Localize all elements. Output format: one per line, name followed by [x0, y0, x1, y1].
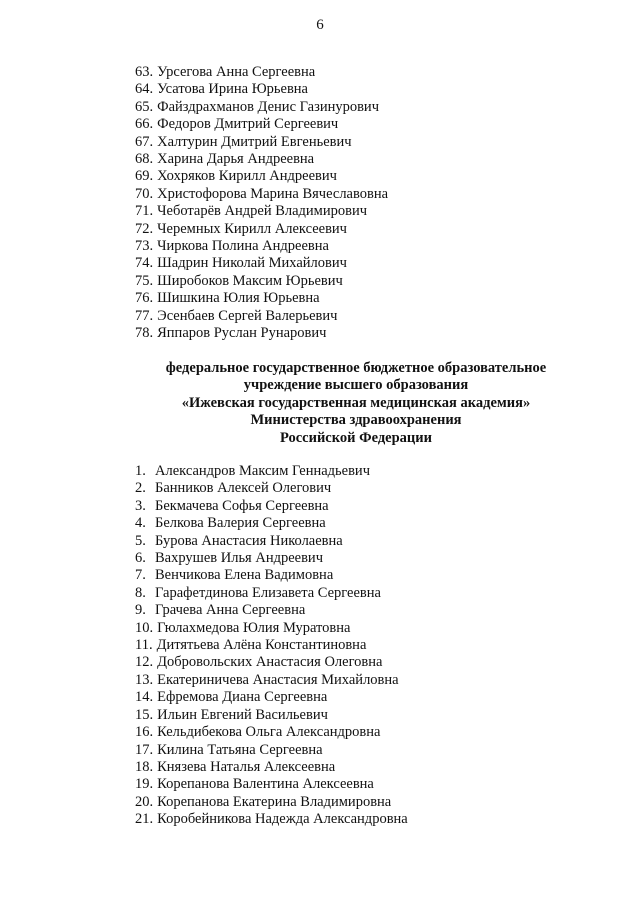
- list-item-number: 9.: [135, 602, 146, 619]
- list-item-number: 16.: [135, 724, 154, 741]
- list-item-name: Венчикова Елена Вадимовна: [155, 567, 334, 584]
- list-item-number: 5.: [135, 532, 146, 549]
- list-item: [135, 116, 388, 133]
- list-item: [135, 255, 388, 272]
- list-item-name: Вахрушев Илья Андреевич: [155, 550, 323, 567]
- list-item-name: Шадрин Николай Михайлович: [157, 255, 347, 272]
- list-item-name: Чеботарёв Андрей Владимирович: [157, 203, 368, 220]
- list-item-name: Килина Татьяна Сергеевна: [157, 741, 323, 758]
- organization-heading-line: Министерства здравоохранения: [250, 412, 462, 429]
- list-item: [135, 550, 408, 567]
- list-item-number: 2.: [135, 480, 146, 497]
- list-item-name: Федоров Дмитрий Сергеевич: [157, 116, 339, 133]
- list-item-name: Коробейникова Надежда Александровна: [157, 811, 408, 828]
- list-item: [135, 134, 388, 151]
- list-item-number: 12.: [135, 654, 154, 671]
- list-item-name: Дитятьева Алёна Константиновна: [156, 637, 367, 654]
- list-item-name: Широбоков Максим Юрьевич: [157, 272, 343, 289]
- list-item: [135, 186, 388, 203]
- list-item: [135, 81, 388, 98]
- list-item: [135, 273, 388, 290]
- list-item: [135, 811, 408, 828]
- list-item-number: 67.: [135, 133, 154, 150]
- list-item-number: 73.: [135, 238, 154, 255]
- list-item-number: 10.: [135, 619, 154, 636]
- list-item: [135, 99, 388, 116]
- list-item-name: Яппаров Руслан Рунарович: [157, 325, 327, 342]
- list-item: [135, 742, 408, 759]
- list-item: [135, 498, 408, 515]
- list-item-number: 3.: [135, 497, 146, 514]
- list-item-number: 15.: [135, 706, 154, 723]
- list-item: [135, 308, 388, 325]
- list-item-name: Белкова Валерия Сергеевна: [155, 515, 326, 532]
- list-item: [135, 637, 408, 654]
- organization-heading-line: «Ижевская государственная медицинская академия»: [181, 394, 531, 411]
- organization-heading-line: учреждение высшего образования: [243, 377, 469, 394]
- list-item-name: Урсегова Анна Сергеевна: [157, 64, 316, 80]
- list-item-name: Александров Максим Геннадьевич: [155, 463, 370, 479]
- list-item-number: 11.: [135, 637, 153, 654]
- list-item-number: 78.: [135, 325, 154, 342]
- list-item: [135, 463, 408, 480]
- list-item: [135, 515, 408, 532]
- list-item-name: Шишкина Юлия Юрьевна: [157, 290, 320, 307]
- list-item-number: 69.: [135, 168, 154, 185]
- list-item: [135, 64, 388, 81]
- list-item-name: Хохряков Кирилл Андреевич: [157, 168, 337, 185]
- list-item-name: Грачева Анна Сергеевна: [155, 602, 306, 619]
- list-item-number: 6.: [135, 550, 146, 567]
- list-item-name: Корепанова Екатерина Владимировна: [157, 793, 392, 810]
- list-item-name: Ефремова Диана Сергеевна: [157, 689, 328, 706]
- name-list-continued: [135, 64, 388, 343]
- list-item: [135, 168, 388, 185]
- list-item: [135, 585, 408, 602]
- list-item-name: Гюлахмедова Юлия Муратовна: [157, 619, 351, 636]
- list-item: [135, 724, 408, 741]
- list-item-name: Файздрахманов Денис Газинурович: [157, 98, 379, 115]
- list-item-number: 72.: [135, 220, 154, 237]
- list-item-number: 8.: [135, 584, 146, 601]
- list-item-number: 19.: [135, 776, 154, 793]
- list-item-number: 65.: [135, 98, 154, 115]
- list-item: [135, 221, 388, 238]
- list-item: [135, 776, 408, 793]
- list-item-number: 17.: [135, 741, 154, 758]
- list-item-name: Черемных Кирилл Алексеевич: [157, 220, 347, 237]
- list-item: [135, 151, 388, 168]
- list-item: [135, 533, 408, 550]
- list-item-name: Халтурин Дмитрий Евгеньевич: [157, 133, 352, 150]
- list-item-number: 20.: [135, 793, 154, 810]
- list-item: [135, 325, 388, 342]
- organization-heading-line: федеральное государственное бюджетное образовательное: [165, 360, 547, 376]
- list-item-name: Бурова Анастасия Николаевна: [155, 532, 343, 549]
- list-item: [135, 654, 408, 671]
- list-item: [135, 238, 388, 255]
- list-item-number: 64.: [135, 81, 154, 98]
- list-item: [135, 290, 388, 307]
- list-item-name: Христофорова Марина Вячеславовна: [157, 185, 389, 202]
- list-item-name: Усатова Ирина Юрьевна: [157, 81, 308, 98]
- list-item-name: Харина Дарья Андреевна: [157, 151, 315, 168]
- list-item-name: Добровольских Анастасия Олеговна: [157, 654, 383, 671]
- list-item-number: 71.: [135, 203, 154, 220]
- list-item-name: Кельдибекова Ольга Александровна: [157, 724, 381, 741]
- list-item-name: Гарафетдинова Елизавета Сергеевна: [155, 584, 381, 601]
- list-item: [135, 203, 388, 220]
- page-number: 6: [316, 17, 324, 33]
- list-item-number: 76.: [135, 290, 154, 307]
- list-item-name: Чиркова Полина Андреевна: [157, 238, 329, 255]
- list-item: [135, 759, 408, 776]
- list-item-number: 68.: [135, 151, 154, 168]
- list-item-name: Банников Алексей Олегович: [155, 480, 332, 497]
- list-item: [135, 620, 408, 637]
- name-list-academy: [135, 463, 408, 829]
- list-item-name: Ильин Евгений Васильевич: [157, 706, 328, 723]
- list-item-number: 14.: [135, 689, 154, 706]
- list-item-number: 21.: [135, 811, 154, 828]
- list-item-name: Эсенбаев Сергей Валерьевич: [157, 307, 338, 324]
- list-item-number: 1.: [135, 463, 146, 479]
- list-item: [135, 602, 408, 619]
- list-item: [135, 707, 408, 724]
- list-item-number: 18.: [135, 758, 154, 775]
- list-item-number: 4.: [135, 515, 146, 532]
- list-item-number: 66.: [135, 116, 154, 133]
- list-item-number: 13.: [135, 671, 154, 688]
- list-item-name: Бекмачева Софья Сергеевна: [155, 497, 329, 514]
- list-item-number: 75.: [135, 272, 154, 289]
- list-item-number: 7.: [135, 567, 146, 584]
- list-item: [135, 794, 408, 811]
- list-item: [135, 480, 408, 497]
- list-item-number: 63.: [135, 64, 154, 80]
- list-item-number: 77.: [135, 307, 154, 324]
- list-item-number: 70.: [135, 185, 154, 202]
- list-item-name: Екатериничева Анастасия Михайловна: [157, 671, 399, 688]
- list-item-name: Князева Наталья Алексеевна: [157, 758, 336, 775]
- organization-heading: [0, 360, 640, 447]
- list-item: [135, 672, 408, 689]
- list-item: [135, 689, 408, 706]
- list-item-number: 74.: [135, 255, 154, 272]
- list-item-name: Корепанова Валентина Алексеевна: [157, 776, 374, 793]
- organization-heading-line: Российской Федерации: [279, 429, 432, 446]
- list-item: [135, 567, 408, 584]
